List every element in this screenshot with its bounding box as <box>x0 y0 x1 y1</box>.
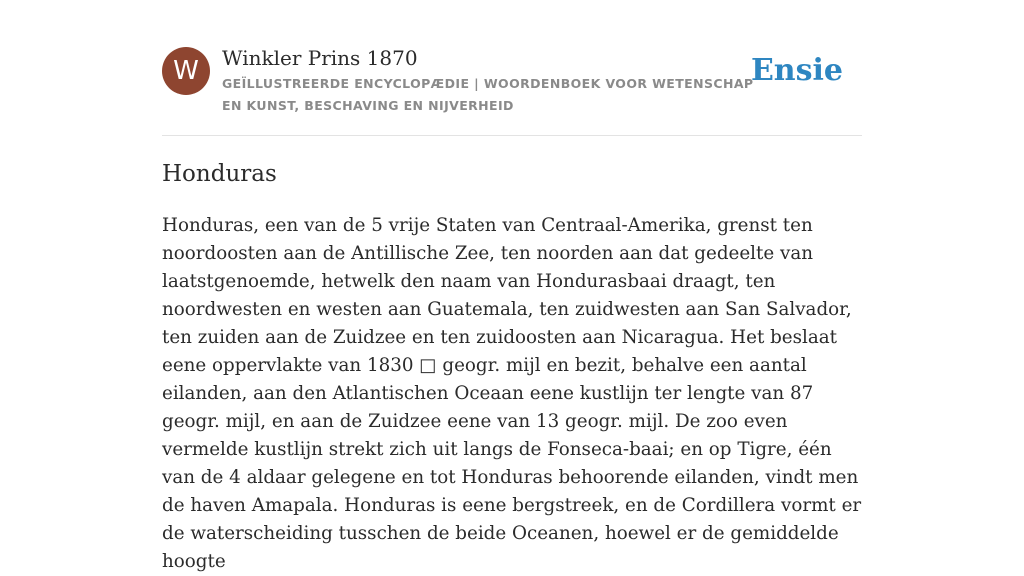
publication-header <box>162 45 862 115</box>
article-title: Honduras <box>162 161 277 187</box>
header-divider <box>162 135 862 136</box>
publication-avatar[interactable]: W <box>162 47 210 95</box>
ensie-logo[interactable]: Ensie <box>750 53 843 88</box>
publication-title[interactable]: Winkler Prins 1870 <box>222 46 418 70</box>
publication-subtitle: GEÏLLUSTREERDE ENCYCLOPÆDIE | WOORDENBOEK VOOR WETENSCHAP EN KUNST, BESCHAVING EN NIJVERHEID <box>222 76 754 113</box>
article-body: Honduras, een van de 5 vrije Staten van Centraal-Amerika, grenst ten noordoosten aan de Antillische Zee, ten noorden aan dat gedeelte van laatstgenoemde, hetwelk den naam van Hondurasbaai draagt, ten noordwesten en westen aan Guatemala, ten zuidwesten aan San Salvador, ten zuiden aan de Zuidzee en ten zuidoosten aan Nicaragua. Het beslaat eene oppervlakte van 1830 □ geogr. mijl en bezit, behalve een aantal eilanden, aan den Atlantischen Oceaan eene kustlijn ter lengte van 87 geogr. mijl, en aan de Zuidzee eene van 13 geogr. mijl. De zoo even vermelde kustlijn strekt zich uit langs de Fonseca-baai; en op Tigre, één van de 4 aldaar gelegene en tot Honduras behoorende eilanden, vindt men de haven Amapala. Honduras is eene bergstreek, en de Cordillera vormt er de waterscheiding tusschen de beide Oceanen, hoewel er de gemiddelde hoogte <box>162 215 862 572</box>
